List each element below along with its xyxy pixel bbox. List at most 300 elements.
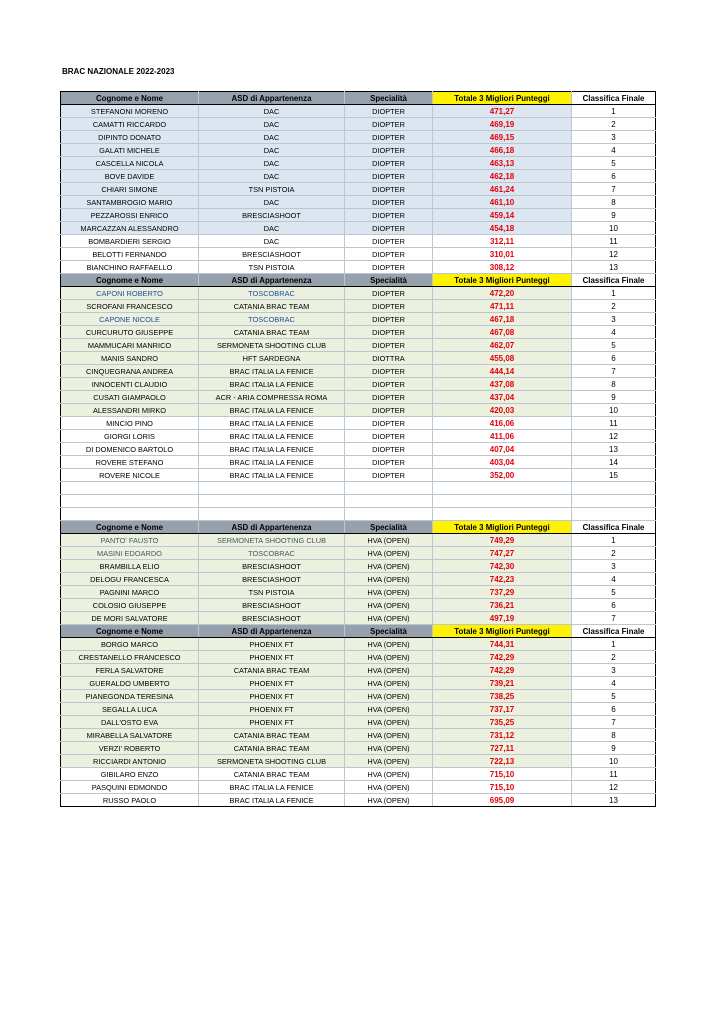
table-row: [61, 235, 656, 248]
specialty: DIOPTER: [345, 287, 433, 300]
athlete-name: CINQUEGRANA ANDREA: [61, 365, 199, 378]
total-points: 727,11: [433, 742, 572, 755]
final-rank: 3: [572, 131, 656, 144]
final-rank: 13: [572, 443, 656, 456]
total-points: 722,13: [433, 755, 572, 768]
club-name: BRAC ITALIA LA FENICE: [199, 443, 345, 456]
final-rank: 3: [572, 313, 656, 326]
total-points: 737,29: [433, 586, 572, 599]
club-name: TSN PISTOIA: [199, 183, 345, 196]
final-rank: 12: [572, 248, 656, 261]
athlete-name: PASQUINI EDMONDO: [61, 781, 199, 794]
header-rank: Classifica Finale: [572, 625, 656, 638]
specialty: HVA (OPEN): [345, 599, 433, 612]
blank-cell: [433, 508, 572, 521]
total-points: 469,15: [433, 131, 572, 144]
athlete-name: ALESSANDRI MIRKO: [61, 404, 199, 417]
athlete-name: STEFANONI MORENO: [61, 105, 199, 118]
athlete-name: GUERALDO UMBERTO: [61, 677, 199, 690]
final-rank: 13: [572, 261, 656, 274]
club-name: SERMONETA SHOOTING CLUB: [199, 755, 345, 768]
final-rank: 11: [572, 235, 656, 248]
specialty: DIOPTER: [345, 417, 433, 430]
specialty: DIOPTER: [345, 248, 433, 261]
club-name: PHOENIX FT: [199, 690, 345, 703]
total-points: 738,25: [433, 690, 572, 703]
header-club: ASD di Appartenenza: [199, 521, 345, 534]
club-name: TOSCOBRAC: [199, 287, 345, 300]
final-rank: 12: [572, 430, 656, 443]
final-rank: 11: [572, 417, 656, 430]
club-name: PHOENIX FT: [199, 651, 345, 664]
specialty: HVA (OPEN): [345, 534, 433, 547]
athlete-name: CAPONE NICOLE: [61, 313, 199, 326]
final-rank: 4: [572, 144, 656, 157]
final-rank: 12: [572, 781, 656, 794]
table-row: [61, 313, 656, 326]
blank-cell: [572, 495, 656, 508]
club-name: DAC: [199, 235, 345, 248]
total-points: 455,08: [433, 352, 572, 365]
athlete-name: GALATI MICHELE: [61, 144, 199, 157]
final-rank: 9: [572, 209, 656, 222]
athlete-name: SANTAMBROGIO MARIO: [61, 196, 199, 209]
club-name: DAC: [199, 196, 345, 209]
table-row: [61, 391, 656, 404]
blank-cell: [345, 482, 433, 495]
specialty: HVA (OPEN): [345, 560, 433, 573]
table-row: [61, 638, 656, 651]
specialty: HVA (OPEN): [345, 612, 433, 625]
club-name: DAC: [199, 118, 345, 131]
table-row: [61, 300, 656, 313]
table-row: [61, 742, 656, 755]
athlete-name: DIPINTO DONATO: [61, 131, 199, 144]
athlete-name: BOMBARDIERI SERGIO: [61, 235, 199, 248]
blank-cell: [61, 495, 199, 508]
table-row: [61, 651, 656, 664]
header-points: Totale 3 Migliori Punteggi: [433, 274, 572, 287]
athlete-name: BOVE DAVIDE: [61, 170, 199, 183]
specialty: HVA (OPEN): [345, 729, 433, 742]
results-table-body: [61, 92, 656, 807]
table-row: [61, 560, 656, 573]
total-points: 403,04: [433, 456, 572, 469]
athlete-name: ROVERE STEFANO: [61, 456, 199, 469]
final-rank: 2: [572, 118, 656, 131]
final-rank: 4: [572, 677, 656, 690]
final-rank: 10: [572, 404, 656, 417]
table-row: [61, 430, 656, 443]
athlete-name: MIRABELLA SALVATORE: [61, 729, 199, 742]
specialty: HVA (OPEN): [345, 742, 433, 755]
final-rank: 2: [572, 547, 656, 560]
athlete-name: CURCURUTO GIUSEPPE: [61, 326, 199, 339]
table-row: [61, 443, 656, 456]
club-name: TOSCOBRAC: [199, 313, 345, 326]
table-row: [61, 378, 656, 391]
final-rank: 7: [572, 716, 656, 729]
blank-cell: [61, 508, 199, 521]
athlete-name: PANTO' FAUSTO: [61, 534, 199, 547]
total-points: 731,12: [433, 729, 572, 742]
final-rank: 3: [572, 560, 656, 573]
club-name: DAC: [199, 222, 345, 235]
athlete-name: PIANEGONDA TERESINA: [61, 690, 199, 703]
athlete-name: MAMMUCARI MANRICO: [61, 339, 199, 352]
total-points: 471,27: [433, 105, 572, 118]
athlete-name: MARCAZZAN ALESSANDRO: [61, 222, 199, 235]
section-header-row: [61, 625, 656, 638]
blank-row: [61, 508, 656, 521]
athlete-name: BELOTTI FERNANDO: [61, 248, 199, 261]
table-row: [61, 144, 656, 157]
table-row: [61, 768, 656, 781]
club-name: SERMONETA SHOOTING CLUB: [199, 339, 345, 352]
club-name: CATANIA BRAC TEAM: [199, 300, 345, 313]
header-name: Cognome e Nome: [61, 274, 199, 287]
final-rank: 8: [572, 196, 656, 209]
club-name: TOSCOBRAC: [199, 547, 345, 560]
header-rank: Classifica Finale: [572, 521, 656, 534]
final-rank: 3: [572, 664, 656, 677]
total-points: 437,04: [433, 391, 572, 404]
table-row: [61, 586, 656, 599]
club-name: CATANIA BRAC TEAM: [199, 326, 345, 339]
table-row: [61, 456, 656, 469]
table-row: [61, 664, 656, 677]
club-name: BRAC ITALIA LA FENICE: [199, 794, 345, 807]
club-name: BRESCIASHOOT: [199, 560, 345, 573]
header-rank: Classifica Finale: [572, 92, 656, 105]
club-name: CATANIA BRAC TEAM: [199, 664, 345, 677]
specialty: DIOPTER: [345, 391, 433, 404]
final-rank: 1: [572, 638, 656, 651]
athlete-name: DELOGU FRANCESCA: [61, 573, 199, 586]
section-header-row: [61, 274, 656, 287]
total-points: 715,10: [433, 768, 572, 781]
table-row: [61, 690, 656, 703]
table-row: [61, 105, 656, 118]
athlete-name: CAPONI ROBERTO: [61, 287, 199, 300]
athlete-name: PAGNINI MARCO: [61, 586, 199, 599]
blank-cell: [61, 482, 199, 495]
club-name: BRAC ITALIA LA FENICE: [199, 781, 345, 794]
table-row: [61, 339, 656, 352]
final-rank: 4: [572, 573, 656, 586]
final-rank: 6: [572, 599, 656, 612]
club-name: CATANIA BRAC TEAM: [199, 729, 345, 742]
blank-cell: [199, 495, 345, 508]
final-rank: 15: [572, 469, 656, 482]
section-header-row: [61, 521, 656, 534]
specialty: HVA (OPEN): [345, 677, 433, 690]
final-rank: 4: [572, 326, 656, 339]
athlete-name: FERLA SALVATORE: [61, 664, 199, 677]
specialty: DIOPTER: [345, 183, 433, 196]
specialty: DIOPTER: [345, 326, 433, 339]
table-row: [61, 261, 656, 274]
header-club: ASD di Appartenenza: [199, 92, 345, 105]
club-name: PHOENIX FT: [199, 677, 345, 690]
specialty: DIOPTER: [345, 144, 433, 157]
final-rank: 5: [572, 690, 656, 703]
club-name: BRAC ITALIA LA FENICE: [199, 365, 345, 378]
club-name: DAC: [199, 131, 345, 144]
club-name: BRAC ITALIA LA FENICE: [199, 378, 345, 391]
specialty: DIOPTER: [345, 456, 433, 469]
table-row: [61, 131, 656, 144]
final-rank: 10: [572, 222, 656, 235]
total-points: 466,18: [433, 144, 572, 157]
final-rank: 14: [572, 456, 656, 469]
total-points: 407,04: [433, 443, 572, 456]
final-rank: 2: [572, 300, 656, 313]
athlete-name: COLOSIO GIUSEPPE: [61, 599, 199, 612]
total-points: 437,08: [433, 378, 572, 391]
specialty: DIOPTER: [345, 469, 433, 482]
header-points: Totale 3 Migliori Punteggi: [433, 92, 572, 105]
club-name: DAC: [199, 105, 345, 118]
specialty: DIOPTER: [345, 209, 433, 222]
athlete-name: INNOCENTI CLAUDIO: [61, 378, 199, 391]
final-rank: 6: [572, 170, 656, 183]
athlete-name: SCROFANI FRANCESCO: [61, 300, 199, 313]
athlete-name: VERZI' ROBERTO: [61, 742, 199, 755]
club-name: BRESCIASHOOT: [199, 209, 345, 222]
specialty: DIOPTER: [345, 222, 433, 235]
total-points: 749,29: [433, 534, 572, 547]
table-row: [61, 365, 656, 378]
club-name: CATANIA BRAC TEAM: [199, 768, 345, 781]
specialty: HVA (OPEN): [345, 586, 433, 599]
table-row: [61, 781, 656, 794]
athlete-name: MANIS SANDRO: [61, 352, 199, 365]
total-points: 352,00: [433, 469, 572, 482]
blank-row: [61, 495, 656, 508]
final-rank: 6: [572, 703, 656, 716]
header-specialty: Specialità: [345, 92, 433, 105]
total-points: 411,06: [433, 430, 572, 443]
total-points: 695,09: [433, 794, 572, 807]
athlete-name: MASINI EDOARDO: [61, 547, 199, 560]
specialty: DIOPTER: [345, 365, 433, 378]
table-row: [61, 170, 656, 183]
blank-cell: [199, 482, 345, 495]
club-name: PHOENIX FT: [199, 703, 345, 716]
club-name: BRESCIASHOOT: [199, 248, 345, 261]
header-name: Cognome e Nome: [61, 92, 199, 105]
header-specialty: Specialità: [345, 274, 433, 287]
athlete-name: CASCELLA NICOLA: [61, 157, 199, 170]
header-name: Cognome e Nome: [61, 625, 199, 638]
table-row: [61, 547, 656, 560]
table-row: [61, 755, 656, 768]
blank-cell: [345, 508, 433, 521]
final-rank: 1: [572, 534, 656, 547]
club-name: BRAC ITALIA LA FENICE: [199, 417, 345, 430]
club-name: DAC: [199, 157, 345, 170]
club-name: BRESCIASHOOT: [199, 612, 345, 625]
total-points: 459,14: [433, 209, 572, 222]
final-rank: 5: [572, 339, 656, 352]
section-header-row: [61, 92, 656, 105]
total-points: 461,24: [433, 183, 572, 196]
specialty: DIOPTER: [345, 261, 433, 274]
club-name: BRAC ITALIA LA FENICE: [199, 430, 345, 443]
final-rank: 13: [572, 794, 656, 807]
total-points: 739,21: [433, 677, 572, 690]
table-row: [61, 326, 656, 339]
specialty: HVA (OPEN): [345, 703, 433, 716]
total-points: 461,10: [433, 196, 572, 209]
specialty: HVA (OPEN): [345, 547, 433, 560]
table-row: [61, 716, 656, 729]
total-points: 444,14: [433, 365, 572, 378]
blank-cell: [199, 508, 345, 521]
club-name: PHOENIX FT: [199, 638, 345, 651]
results-table: [60, 91, 656, 807]
specialty: HVA (OPEN): [345, 651, 433, 664]
specialty: HVA (OPEN): [345, 768, 433, 781]
total-points: 742,30: [433, 560, 572, 573]
specialty: HVA (OPEN): [345, 573, 433, 586]
total-points: 310,01: [433, 248, 572, 261]
header-club: ASD di Appartenenza: [199, 274, 345, 287]
total-points: 308,12: [433, 261, 572, 274]
specialty: DIOPTER: [345, 131, 433, 144]
specialty: DIOPTER: [345, 339, 433, 352]
document-title: BRAC NAZIONALE 2022-2023: [62, 67, 175, 76]
specialty: HVA (OPEN): [345, 794, 433, 807]
final-rank: 7: [572, 612, 656, 625]
blank-cell: [433, 482, 572, 495]
specialty: DIOPTER: [345, 157, 433, 170]
athlete-name: DALL'OSTO EVA: [61, 716, 199, 729]
table-row: [61, 469, 656, 482]
header-name: Cognome e Nome: [61, 521, 199, 534]
athlete-name: MINCIO PINO: [61, 417, 199, 430]
header-points: Totale 3 Migliori Punteggi: [433, 521, 572, 534]
specialty: DIOPTER: [345, 170, 433, 183]
final-rank: 10: [572, 755, 656, 768]
athlete-name: SEGALLA LUCA: [61, 703, 199, 716]
athlete-name: BIANCHINO RAFFAELLO: [61, 261, 199, 274]
header-club: ASD di Appartenenza: [199, 625, 345, 638]
specialty: HVA (OPEN): [345, 664, 433, 677]
athlete-name: BRAMBILLA ELIO: [61, 560, 199, 573]
specialty: DIOPTER: [345, 443, 433, 456]
blank-cell: [572, 482, 656, 495]
table-row: [61, 183, 656, 196]
header-specialty: Specialità: [345, 521, 433, 534]
specialty: HVA (OPEN): [345, 690, 433, 703]
specialty: DIOPTER: [345, 300, 433, 313]
total-points: 742,29: [433, 664, 572, 677]
specialty: DIOPTER: [345, 404, 433, 417]
total-points: 467,08: [433, 326, 572, 339]
athlete-name: RICCIARDI ANTONIO: [61, 755, 199, 768]
club-name: BRAC ITALIA LA FENICE: [199, 404, 345, 417]
final-rank: 6: [572, 352, 656, 365]
specialty: DIOPTER: [345, 430, 433, 443]
total-points: 462,07: [433, 339, 572, 352]
final-rank: 5: [572, 586, 656, 599]
athlete-name: DE MORI SALVATORE: [61, 612, 199, 625]
total-points: 747,27: [433, 547, 572, 560]
total-points: 742,23: [433, 573, 572, 586]
specialty: DIOPTER: [345, 378, 433, 391]
specialty: DIOPTER: [345, 105, 433, 118]
table-row: [61, 729, 656, 742]
club-name: CATANIA BRAC TEAM: [199, 742, 345, 755]
table-row: [61, 157, 656, 170]
table-row: [61, 573, 656, 586]
athlete-name: GIBILARO ENZO: [61, 768, 199, 781]
athlete-name: BORGO MARCO: [61, 638, 199, 651]
club-name: BRESCIASHOOT: [199, 599, 345, 612]
table-row: [61, 599, 656, 612]
final-rank: 1: [572, 287, 656, 300]
specialty: DIOPTER: [345, 313, 433, 326]
total-points: 737,17: [433, 703, 572, 716]
header-rank: Classifica Finale: [572, 274, 656, 287]
athlete-name: ROVERE NICOLE: [61, 469, 199, 482]
specialty: DIOTTRA: [345, 352, 433, 365]
table-row: [61, 222, 656, 235]
club-name: DAC: [199, 170, 345, 183]
club-name: PHOENIX FT: [199, 716, 345, 729]
club-name: BRAC ITALIA LA FENICE: [199, 469, 345, 482]
club-name: BRESCIASHOOT: [199, 573, 345, 586]
table-row: [61, 118, 656, 131]
specialty: HVA (OPEN): [345, 716, 433, 729]
total-points: 472,20: [433, 287, 572, 300]
specialty: HVA (OPEN): [345, 755, 433, 768]
athlete-name: CAMATTI RICCARDO: [61, 118, 199, 131]
table-row: [61, 417, 656, 430]
header-specialty: Specialità: [345, 625, 433, 638]
blank-cell: [572, 508, 656, 521]
club-name: HFT SARDEGNA: [199, 352, 345, 365]
club-name: DAC: [199, 144, 345, 157]
table-row: [61, 209, 656, 222]
table-row: [61, 287, 656, 300]
table-row: [61, 404, 656, 417]
final-rank: 7: [572, 365, 656, 378]
total-points: 312,11: [433, 235, 572, 248]
total-points: 420,03: [433, 404, 572, 417]
total-points: 469,19: [433, 118, 572, 131]
table-row: [61, 703, 656, 716]
total-points: 744,31: [433, 638, 572, 651]
total-points: 715,10: [433, 781, 572, 794]
club-name: BRAC ITALIA LA FENICE: [199, 456, 345, 469]
athlete-name: CHIARI SIMONE: [61, 183, 199, 196]
final-rank: 9: [572, 391, 656, 404]
athlete-name: CUSATI GIAMPAOLO: [61, 391, 199, 404]
athlete-name: RUSSO PAOLO: [61, 794, 199, 807]
table-row: [61, 677, 656, 690]
total-points: 462,18: [433, 170, 572, 183]
total-points: 735,25: [433, 716, 572, 729]
total-points: 497,19: [433, 612, 572, 625]
total-points: 454,18: [433, 222, 572, 235]
athlete-name: DI DOMENICO BARTOLO: [61, 443, 199, 456]
specialty: HVA (OPEN): [345, 781, 433, 794]
specialty: HVA (OPEN): [345, 638, 433, 651]
club-name: ACR - ARIA COMPRESSA ROMA: [199, 391, 345, 404]
